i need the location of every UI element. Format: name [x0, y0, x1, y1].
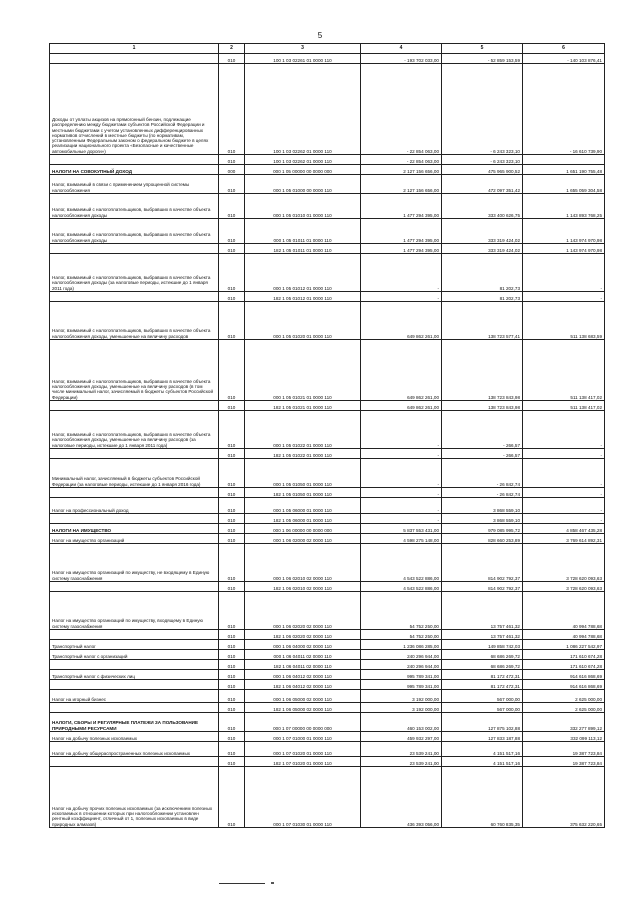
- table-row: [50, 219, 605, 244]
- row-line-code-cell: 010: [219, 244, 245, 254]
- row-line-code-cell: 010: [219, 449, 245, 459]
- row-executed-cell: 149 858 742,03: [442, 640, 523, 650]
- row-name-cell: [50, 244, 219, 254]
- row-executed-cell: 4 151 517,16: [442, 757, 523, 767]
- row-executed-cell: 828 660 253,89: [442, 534, 523, 544]
- row-executed-cell: 60 760 835,35: [442, 767, 523, 828]
- row-name-cell: Налог, взимаемый с налогоплательщиков, выбравших в качестве объекта налогообложения доходы, уменьшенные на величину расходов (в том числе минимальный налог, зачисляемый в бюджеты субъектов Российской Федерации): [50, 340, 219, 401]
- row-line-code-cell: 010: [219, 650, 245, 660]
- row-name-cell: Налог на добычу общераспространенных полезных ископаемых: [50, 742, 219, 757]
- row-budget-code-cell: 000 1 05 06000 01 0000 110: [245, 498, 361, 514]
- row-executed-cell: 333 319 424,02: [442, 219, 523, 244]
- row-line-code-cell: 010: [219, 498, 245, 514]
- table-row: [50, 459, 605, 488]
- table-row: [50, 640, 605, 650]
- row-line-code-cell: 010: [219, 219, 245, 244]
- row-budget-code-cell: 100 1 03 02262 01 0000 110: [245, 64, 361, 155]
- row-budget-code-cell: 000 1 05 00000 00 0000 000: [245, 165, 361, 175]
- row-name-cell: Налог на имущество организаций по имуществу, входящему в Единую систему газоснабжения: [50, 592, 219, 630]
- table-row: [50, 524, 605, 534]
- header-col-4: 4: [361, 44, 442, 54]
- row-unexecuted-cell: - 140 103 876,41: [523, 54, 605, 64]
- row-line-code-cell: 010: [219, 690, 245, 703]
- row-line-code-cell: 010: [219, 175, 245, 194]
- row-name-cell: Налог, взимаемый в связи с применением упрощенной системы налогообложения: [50, 175, 219, 194]
- table-row: [50, 630, 605, 640]
- row-budget-code-cell: 000 1 05 01020 01 0000 110: [245, 302, 361, 340]
- row-budget-code-cell: 000 1 06 05000 02 0000 110: [245, 690, 361, 703]
- row-name-cell: Налог на имущество организаций: [50, 534, 219, 544]
- row-line-code-cell: 010: [219, 582, 245, 592]
- row-unexecuted-cell: [523, 155, 605, 165]
- row-unexecuted-cell: 332 099 113,12: [523, 732, 605, 742]
- row-line-code-cell: 010: [219, 401, 245, 411]
- row-unexecuted-cell: -: [523, 449, 605, 459]
- table-row: [50, 544, 605, 582]
- table-row: [50, 680, 605, 690]
- row-unexecuted-cell: 1 143 974 970,98: [523, 244, 605, 254]
- row-budget-code-cell: 000 1 05 01012 01 0000 110: [245, 254, 361, 292]
- row-approved-cell: 995 789 341,00: [361, 670, 442, 680]
- row-line-code-cell: 010: [219, 767, 245, 828]
- row-approved-cell: 3 192 000,00: [361, 690, 442, 703]
- table-row: [50, 155, 605, 165]
- row-approved-cell: 459 932 297,00: [361, 732, 442, 742]
- row-line-code-cell: 010: [219, 680, 245, 690]
- row-approved-cell: -: [361, 411, 442, 449]
- row-name-cell: [50, 488, 219, 498]
- row-unexecuted-cell: 375 632 220,65: [523, 767, 605, 828]
- row-budget-code-cell: 100 1 03 02261 01 0000 110: [245, 54, 361, 64]
- row-name-cell: [50, 582, 219, 592]
- row-executed-cell: 127 833 187,88: [442, 732, 523, 742]
- row-name-cell: [50, 514, 219, 524]
- table-row: [50, 742, 605, 757]
- row-approved-cell: 649 862 261,00: [361, 340, 442, 401]
- table-row: [50, 757, 605, 767]
- row-name-cell: Налог, взимаемый с налогоплательщиков, выбравших в качестве объекта налогообложения доходы, уменьшенные на величину расходов (за налоговые периоды, истекшие до 1 января 2011 года): [50, 411, 219, 449]
- row-approved-cell: 240 296 944,00: [361, 660, 442, 670]
- row-executed-cell: - 26 842,74: [442, 488, 523, 498]
- row-approved-cell: 1 477 294 395,00: [361, 194, 442, 219]
- row-line-code-cell: 010: [219, 660, 245, 670]
- table-row: [50, 498, 605, 514]
- row-approved-cell: -: [361, 488, 442, 498]
- row-unexecuted-cell: 1 086 227 542,97: [523, 640, 605, 650]
- table-row: [50, 54, 605, 64]
- row-approved-cell: -: [361, 449, 442, 459]
- table-row: [50, 340, 605, 401]
- row-name-cell: НАЛОГИ НА ИМУЩЕСТВО: [50, 524, 219, 534]
- row-budget-code-cell: 182 1 05 01022 01 0000 110: [245, 449, 361, 459]
- header-col-3: 3: [245, 44, 361, 54]
- row-line-code-cell: 010: [219, 302, 245, 340]
- row-name-cell: [50, 401, 219, 411]
- row-unexecuted-cell: -: [523, 514, 605, 524]
- row-approved-cell: 54 752 250,00: [361, 630, 442, 640]
- row-line-code-cell: 010: [219, 757, 245, 767]
- row-executed-cell: - 266,57: [442, 449, 523, 459]
- row-name-cell: [50, 630, 219, 640]
- row-line-code-cell: 010: [219, 411, 245, 449]
- row-executed-cell: 81 172 472,31: [442, 680, 523, 690]
- budget-report-table: [49, 43, 605, 828]
- row-line-code-cell: 010: [219, 254, 245, 292]
- row-approved-cell: 436 393 056,00: [361, 767, 442, 828]
- row-executed-cell: 814 902 792,37: [442, 544, 523, 582]
- row-approved-cell: - 22 854 063,00: [361, 155, 442, 165]
- row-approved-cell: - 193 702 033,00: [361, 54, 442, 64]
- table-row: [50, 534, 605, 544]
- row-unexecuted-cell: -: [523, 254, 605, 292]
- row-executed-cell: 127 875 102,88: [442, 713, 523, 732]
- row-name-cell: Доходы от уплаты акцизов на прямогонный бензин, подлежащие распределению между бюджетами субъектов Российской Федерации и местными бюджетами с учетом установленных дифференцированных нормативов отчислений в местные бюджеты (по нормативам, установленным Федеральным законом о федеральном бюджете в целях реализации национального проекта «Безопасные и качественные автомобильные дороги»): [50, 64, 219, 155]
- row-unexecuted-cell: -: [523, 411, 605, 449]
- row-unexecuted-cell: 1 651 190 755,48: [523, 165, 605, 175]
- row-approved-cell: 23 539 241,00: [361, 742, 442, 757]
- row-line-code-cell: 010: [219, 703, 245, 713]
- row-line-code-cell: 010: [219, 544, 245, 582]
- footer-mark: [271, 882, 274, 884]
- row-unexecuted-cell: 171 610 674,28: [523, 650, 605, 660]
- row-approved-cell: 649 862 261,00: [361, 302, 442, 340]
- row-line-code-cell: 010: [219, 488, 245, 498]
- row-executed-cell: 68 686 269,72: [442, 660, 523, 670]
- row-line-code-cell: 010: [219, 459, 245, 488]
- row-name-cell: [50, 54, 219, 64]
- row-approved-cell: 240 296 944,00: [361, 650, 442, 660]
- row-approved-cell: 1 236 086 285,00: [361, 640, 442, 650]
- row-name-cell: [50, 660, 219, 670]
- row-name-cell: Налог, взимаемый с налогоплательщиков, выбравших в качестве объекта налогообложения доходы: [50, 219, 219, 244]
- row-approved-cell: 460 153 002,00: [361, 713, 442, 732]
- row-executed-cell: 13 757 461,32: [442, 630, 523, 640]
- row-unexecuted-cell: 171 610 674,28: [523, 660, 605, 670]
- table-row: [50, 713, 605, 732]
- row-executed-cell: 13 757 461,32: [442, 592, 523, 630]
- row-budget-code-cell: 000 1 06 04011 02 0000 110: [245, 650, 361, 660]
- row-name-cell: [50, 703, 219, 713]
- row-budget-code-cell: 182 1 05 06000 01 0000 110: [245, 514, 361, 524]
- row-executed-cell: 138 723 843,98: [442, 401, 523, 411]
- table-row: [50, 411, 605, 449]
- row-name-cell: Налог на игорный бизнес: [50, 690, 219, 703]
- row-executed-cell: 333 319 424,02: [442, 244, 523, 254]
- row-budget-code-cell: 000 1 05 01022 01 0000 110: [245, 411, 361, 449]
- row-name-cell: Минимальный налог, зачисляемый в бюджеты субъектов Российской Федерации (за налоговые периоды, истекшие до 1 января 2016 года): [50, 459, 219, 488]
- row-name-cell: Налог на профессиональный доход: [50, 498, 219, 514]
- row-line-code-cell: 010: [219, 732, 245, 742]
- row-line-code-cell: 010: [219, 534, 245, 544]
- table-row: [50, 690, 605, 703]
- row-unexecuted-cell: 19 387 723,84: [523, 742, 605, 757]
- row-approved-cell: -: [361, 292, 442, 302]
- row-name-cell: НАЛОГИ НА СОВОКУПНЫЙ ДОХОД: [50, 165, 219, 175]
- row-unexecuted-cell: 4 858 467 435,28: [523, 524, 605, 534]
- row-approved-cell: 4 598 275 148,00: [361, 534, 442, 544]
- row-executed-cell: - 6 243 323,10: [442, 155, 523, 165]
- row-unexecuted-cell: 914 616 868,69: [523, 680, 605, 690]
- row-budget-code-cell: 182 1 07 01020 01 0000 110: [245, 757, 361, 767]
- row-unexecuted-cell: 3 769 614 892,31: [523, 534, 605, 544]
- row-executed-cell: 3 868 559,10: [442, 514, 523, 524]
- table-row: [50, 254, 605, 292]
- row-unexecuted-cell: -: [523, 498, 605, 514]
- row-approved-cell: 4 543 522 886,00: [361, 544, 442, 582]
- row-line-code-cell: 010: [219, 292, 245, 302]
- row-unexecuted-cell: 1 655 059 304,58: [523, 175, 605, 194]
- table-row: [50, 449, 605, 459]
- row-executed-cell: 4 151 517,16: [442, 742, 523, 757]
- row-unexecuted-cell: 332 277 899,12: [523, 713, 605, 732]
- table-row: [50, 592, 605, 630]
- row-approved-cell: 1 477 294 395,00: [361, 244, 442, 254]
- row-approved-cell: 23 539 241,00: [361, 757, 442, 767]
- row-executed-cell: 81 202,73: [442, 254, 523, 292]
- row-budget-code-cell: 000 1 05 01000 00 0000 110: [245, 175, 361, 194]
- row-budget-code-cell: 000 1 05 01021 01 0000 110: [245, 340, 361, 401]
- row-line-code-cell: 010: [219, 155, 245, 165]
- row-budget-code-cell: 000 1 05 01010 01 0000 110: [245, 194, 361, 219]
- row-unexecuted-cell: -: [523, 292, 605, 302]
- row-budget-code-cell: 100 1 03 02262 01 0000 110: [245, 155, 361, 165]
- row-name-cell: [50, 680, 219, 690]
- table-row: [50, 64, 605, 155]
- row-budget-code-cell: 000 1 06 04000 02 0000 110: [245, 640, 361, 650]
- row-unexecuted-cell: 511 138 417,02: [523, 340, 605, 401]
- row-name-cell: Налог, взимаемый с налогоплательщиков, выбравших в качестве объекта налогообложения доходы: [50, 194, 219, 219]
- row-name-cell: Налог на имущество организаций по имуществу, не входящему в Единую систему газоснабжения: [50, 544, 219, 582]
- row-executed-cell: 68 686 269,72: [442, 650, 523, 660]
- row-executed-cell: - 26 842,74: [442, 459, 523, 488]
- table-row: [50, 488, 605, 498]
- row-name-cell: Транспортный налог: [50, 640, 219, 650]
- row-unexecuted-cell: 40 994 788,68: [523, 630, 605, 640]
- row-budget-code-cell: 000 1 05 01011 01 0000 110: [245, 219, 361, 244]
- row-name-cell: [50, 292, 219, 302]
- row-line-code-cell: 010: [219, 524, 245, 534]
- row-executed-cell: 138 723 843,98: [442, 340, 523, 401]
- row-budget-code-cell: 182 1 05 01011 01 0000 110: [245, 244, 361, 254]
- table-body: [50, 54, 605, 828]
- row-approved-cell: 4 543 522 886,00: [361, 582, 442, 592]
- table-row: [50, 660, 605, 670]
- row-unexecuted-cell: 1 143 974 970,98: [523, 219, 605, 244]
- table-header-row: [50, 44, 605, 54]
- row-line-code-cell: 000: [219, 165, 245, 175]
- header-col-1: 1: [50, 44, 219, 54]
- table-row: [50, 514, 605, 524]
- row-budget-code-cell: 000 1 06 02020 02 0000 110: [245, 592, 361, 630]
- row-line-code-cell: 010: [219, 713, 245, 732]
- row-budget-code-cell: 182 1 06 02010 02 0000 110: [245, 582, 361, 592]
- row-executed-cell: 472 097 351,42: [442, 175, 523, 194]
- row-approved-cell: 3 192 000,00: [361, 703, 442, 713]
- row-unexecuted-cell: -: [523, 459, 605, 488]
- row-approved-cell: -: [361, 254, 442, 292]
- table-row: [50, 292, 605, 302]
- row-name-cell: Транспортный налог с организаций: [50, 650, 219, 660]
- row-executed-cell: - 266,57: [442, 411, 523, 449]
- row-name-cell: Налог, взимаемый с налогоплательщиков, выбравших в качестве объекта налогообложения доходы (за налоговые периоды, истекшие до 1 января 2011 года): [50, 254, 219, 292]
- footer-line: [219, 883, 265, 884]
- row-budget-code-cell: 182 1 06 05000 02 0000 110: [245, 703, 361, 713]
- page-number: 5: [317, 31, 323, 40]
- row-line-code-cell: 010: [219, 64, 245, 155]
- row-budget-code-cell: 182 1 06 04012 02 0000 110: [245, 680, 361, 690]
- row-approved-cell: -: [361, 459, 442, 488]
- row-executed-cell: - 52 859 153,59: [442, 54, 523, 64]
- row-name-cell: [50, 155, 219, 165]
- table-row: [50, 175, 605, 194]
- row-executed-cell: 3 868 559,10: [442, 498, 523, 514]
- row-executed-cell: 979 085 995,72: [442, 524, 523, 534]
- row-approved-cell: 1 477 294 395,00: [361, 219, 442, 244]
- row-budget-code-cell: 000 1 07 01020 01 0000 110: [245, 742, 361, 757]
- table-row: [50, 165, 605, 175]
- row-unexecuted-cell: 511 138 417,02: [523, 401, 605, 411]
- row-name-cell: Транспортный налог с физических лиц: [50, 670, 219, 680]
- row-budget-code-cell: 000 1 07 01030 01 0000 110: [245, 767, 361, 828]
- row-executed-cell: 333 400 626,75: [442, 194, 523, 219]
- header-col-5: 5: [442, 44, 523, 54]
- row-line-code-cell: 010: [219, 670, 245, 680]
- row-executed-cell: 567 000,00: [442, 703, 523, 713]
- row-approved-cell: 649 862 261,00: [361, 401, 442, 411]
- row-budget-code-cell: 182 1 05 01021 01 0000 110: [245, 401, 361, 411]
- row-budget-code-cell: 000 1 06 02010 02 0000 110: [245, 544, 361, 582]
- row-executed-cell: - 6 243 323,10: [442, 64, 523, 155]
- row-budget-code-cell: 000 1 06 02000 02 0000 110: [245, 534, 361, 544]
- row-unexecuted-cell: -: [523, 488, 605, 498]
- row-unexecuted-cell: 914 616 868,69: [523, 670, 605, 680]
- row-approved-cell: 2 127 156 656,00: [361, 165, 442, 175]
- table-row: [50, 767, 605, 828]
- row-line-code-cell: 010: [219, 592, 245, 630]
- row-name-cell: [50, 449, 219, 459]
- row-line-code-cell: 010: [219, 514, 245, 524]
- row-line-code-cell: 010: [219, 340, 245, 401]
- table-row: [50, 582, 605, 592]
- row-name-cell: Налог на добычу прочих полезных ископаемых (за исключением полезных ископаемых в отношении которых при налогообложении установлен рентный коэффициент, отличный от 1, полезных ископаемых в виде природных алмазов): [50, 767, 219, 828]
- row-line-code-cell: 010: [219, 194, 245, 219]
- header-col-6: 6: [523, 44, 605, 54]
- row-executed-cell: 81 172 472,31: [442, 670, 523, 680]
- row-budget-code-cell: 182 1 06 02020 02 0000 110: [245, 630, 361, 640]
- row-line-code-cell: 010: [219, 742, 245, 757]
- row-executed-cell: 138 723 577,41: [442, 302, 523, 340]
- table-row: [50, 244, 605, 254]
- row-unexecuted-cell: - 16 610 739,90: [523, 64, 605, 155]
- row-unexecuted-cell: 19 387 723,84: [523, 757, 605, 767]
- row-executed-cell: 81 202,73: [442, 292, 523, 302]
- row-name-cell: НАЛОГИ, СБОРЫ И РЕГУЛЯРНЫЕ ПЛАТЕЖИ ЗА ПОЛЬЗОВАНИЕ ПРИРОДНЫМИ РЕСУРСАМИ: [50, 713, 219, 732]
- row-executed-cell: 814 902 792,37: [442, 582, 523, 592]
- row-approved-cell: 54 752 250,00: [361, 592, 442, 630]
- row-budget-code-cell: 000 1 07 01000 01 0000 110: [245, 732, 361, 742]
- row-budget-code-cell: 000 1 05 01050 01 0000 110: [245, 459, 361, 488]
- header-col-2: 2: [219, 44, 245, 54]
- row-unexecuted-cell: 3 728 620 093,63: [523, 582, 605, 592]
- row-name-cell: Налог на добычу полезных ископаемых: [50, 732, 219, 742]
- row-budget-code-cell: 182 1 05 01050 01 0000 110: [245, 488, 361, 498]
- table-row: [50, 302, 605, 340]
- row-budget-code-cell: 182 1 06 04011 02 0000 110: [245, 660, 361, 670]
- row-executed-cell: 567 000,00: [442, 690, 523, 703]
- row-name-cell: Налог, взимаемый с налогоплательщиков, выбравших в качестве объекта налогообложения доходы, уменьшенные на величину расходов: [50, 302, 219, 340]
- row-budget-code-cell: 000 1 07 00000 00 0000 000: [245, 713, 361, 732]
- row-approved-cell: 2 127 156 656,00: [361, 175, 442, 194]
- row-unexecuted-cell: 511 138 683,59: [523, 302, 605, 340]
- row-approved-cell: -: [361, 514, 442, 524]
- row-unexecuted-cell: 2 625 000,00: [523, 703, 605, 713]
- table-row: [50, 194, 605, 219]
- row-executed-cell: 475 965 900,52: [442, 165, 523, 175]
- row-approved-cell: -: [361, 498, 442, 514]
- row-unexecuted-cell: 40 994 788,68: [523, 592, 605, 630]
- table-row: [50, 703, 605, 713]
- row-approved-cell: 995 789 341,00: [361, 680, 442, 690]
- row-line-code-cell: 010: [219, 54, 245, 64]
- table-row: [50, 401, 605, 411]
- row-unexecuted-cell: 1 143 893 768,25: [523, 194, 605, 219]
- row-budget-code-cell: 000 1 06 04012 02 0000 110: [245, 670, 361, 680]
- table-row: [50, 732, 605, 742]
- row-unexecuted-cell: 2 625 000,00: [523, 690, 605, 703]
- row-approved-cell: 5 837 553 431,00: [361, 524, 442, 534]
- row-approved-cell: - 22 854 063,00: [361, 64, 442, 155]
- table-row: [50, 650, 605, 660]
- row-name-cell: [50, 757, 219, 767]
- row-budget-code-cell: 182 1 05 01012 01 0000 110: [245, 292, 361, 302]
- row-line-code-cell: 010: [219, 630, 245, 640]
- row-line-code-cell: 010: [219, 640, 245, 650]
- row-unexecuted-cell: 3 728 620 093,63: [523, 544, 605, 582]
- row-budget-code-cell: 000 1 06 00000 00 0000 000: [245, 524, 361, 534]
- table-row: [50, 670, 605, 680]
